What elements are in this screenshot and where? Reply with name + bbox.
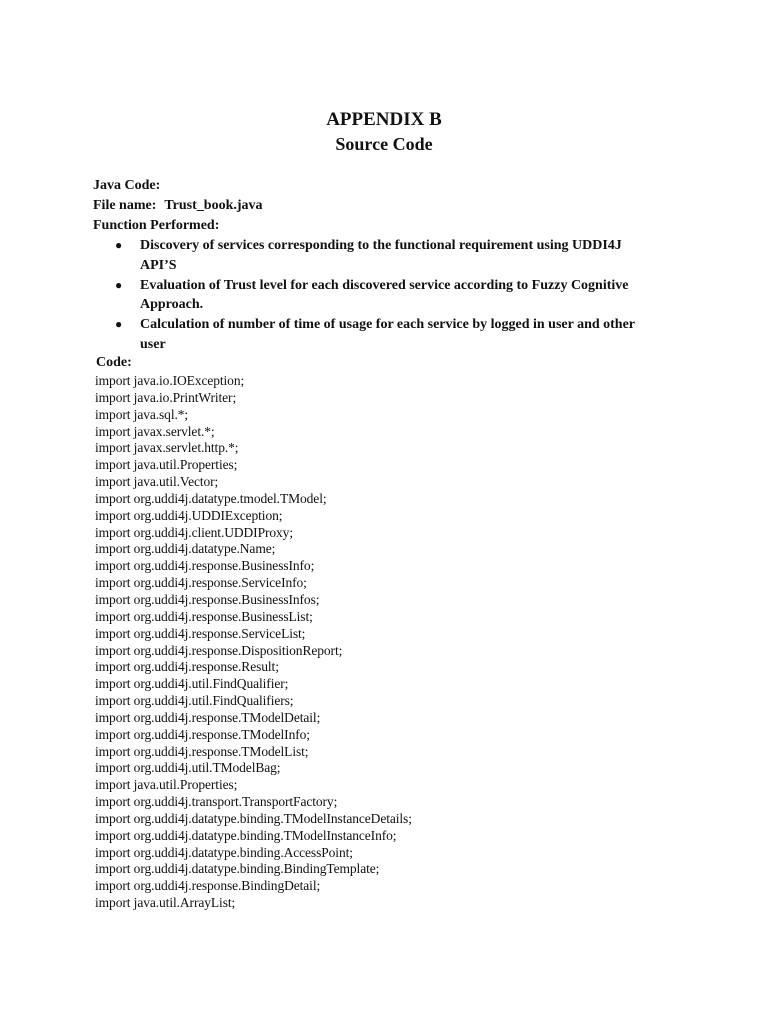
code-line: import java.util.Properties; bbox=[95, 777, 238, 793]
function-item-text: Calculation of number of time of usage for each service by logged in user and other user bbox=[140, 317, 635, 352]
bullet-icon: ● bbox=[115, 277, 123, 292]
code-line: import org.uddi4j.datatype.binding.AccessPoint; bbox=[95, 844, 353, 860]
code-line: import org.uddi4j.response.TModelList; bbox=[95, 743, 309, 759]
function-item bbox=[113, 276, 653, 315]
appendix-title: APPENDIX B bbox=[326, 109, 442, 130]
file-name-label: File name: bbox=[93, 198, 157, 213]
code-line: import javax.servlet.*; bbox=[95, 423, 215, 439]
function-item-text: Evaluation of Trust level for each discovered service according to Fuzzy Cognitive Approach. bbox=[140, 277, 629, 312]
bullet-icon: ● bbox=[115, 317, 123, 331]
file-name-row bbox=[93, 196, 263, 216]
file-meta bbox=[93, 176, 263, 236]
code-line: import org.uddi4j.response.Result; bbox=[95, 659, 279, 675]
code-block bbox=[95, 373, 412, 912]
code-line: import org.uddi4j.response.TModelInfo; bbox=[95, 726, 310, 742]
code-line: import org.uddi4j.response.BusinessList; bbox=[95, 608, 313, 624]
function-item bbox=[113, 315, 653, 354]
code-line: import java.sql.*; bbox=[95, 406, 189, 422]
code-label: Code: bbox=[96, 355, 132, 370]
function-item-text: Discovery of services corresponding to the functional requirement using UDDI4J API’S bbox=[140, 238, 622, 273]
code-line: import java.util.ArrayList; bbox=[95, 895, 236, 911]
code-line: import java.io.PrintWriter; bbox=[95, 389, 237, 405]
code-line: import org.uddi4j.datatype.tmodel.TModel; bbox=[95, 490, 327, 506]
code-line: import java.util.Vector; bbox=[95, 474, 219, 490]
code-line: import org.uddi4j.response.BusinessInfos; bbox=[95, 591, 320, 607]
code-line: import org.uddi4j.util.FindQualifiers; bbox=[95, 693, 294, 709]
code-line: import org.uddi4j.transport.TransportFactory; bbox=[95, 794, 338, 810]
code-line: import org.uddi4j.response.DispositionReport; bbox=[95, 642, 343, 658]
code-line: import org.uddi4j.response.ServiceList; bbox=[95, 625, 306, 641]
bullet-icon: ● bbox=[115, 238, 123, 252]
code-line: import org.uddi4j.response.ServiceInfo; bbox=[95, 575, 307, 591]
code-line: import org.uddi4j.response.BindingDetail; bbox=[95, 878, 321, 894]
code-line: import org.uddi4j.util.FindQualifier; bbox=[95, 676, 289, 692]
code-line: import org.uddi4j.datatype.Name; bbox=[95, 541, 276, 557]
function-list bbox=[113, 236, 653, 355]
code-line: import java.util.Properties; bbox=[95, 457, 238, 473]
function-item bbox=[113, 236, 653, 275]
code-line: import org.uddi4j.response.BusinessInfo; bbox=[95, 558, 315, 574]
function-performed-label: Function Performed: bbox=[93, 218, 220, 233]
code-line: import java.io.IOException; bbox=[95, 373, 245, 388]
code-line: import org.uddi4j.datatype.binding.BindingTemplate; bbox=[95, 861, 380, 877]
java-code-label: Java Code: bbox=[93, 178, 161, 193]
code-line: import org.uddi4j.datatype.binding.TModelInstanceInfo; bbox=[95, 827, 397, 843]
code-line: import org.uddi4j.util.TModelBag; bbox=[95, 760, 281, 776]
appendix-subtitle: Source Code bbox=[335, 134, 433, 154]
code-line: import org.uddi4j.response.TModelDetail; bbox=[95, 709, 321, 725]
code-line: import org.uddi4j.datatype.binding.TModelInstanceDetails; bbox=[95, 810, 412, 826]
file-name-value: Trust_book.java bbox=[164, 198, 263, 213]
code-line: import org.uddi4j.UDDIException; bbox=[95, 507, 283, 523]
code-line: import javax.servlet.http.*; bbox=[95, 440, 239, 456]
code-line: import org.uddi4j.client.UDDIProxy; bbox=[95, 524, 293, 540]
